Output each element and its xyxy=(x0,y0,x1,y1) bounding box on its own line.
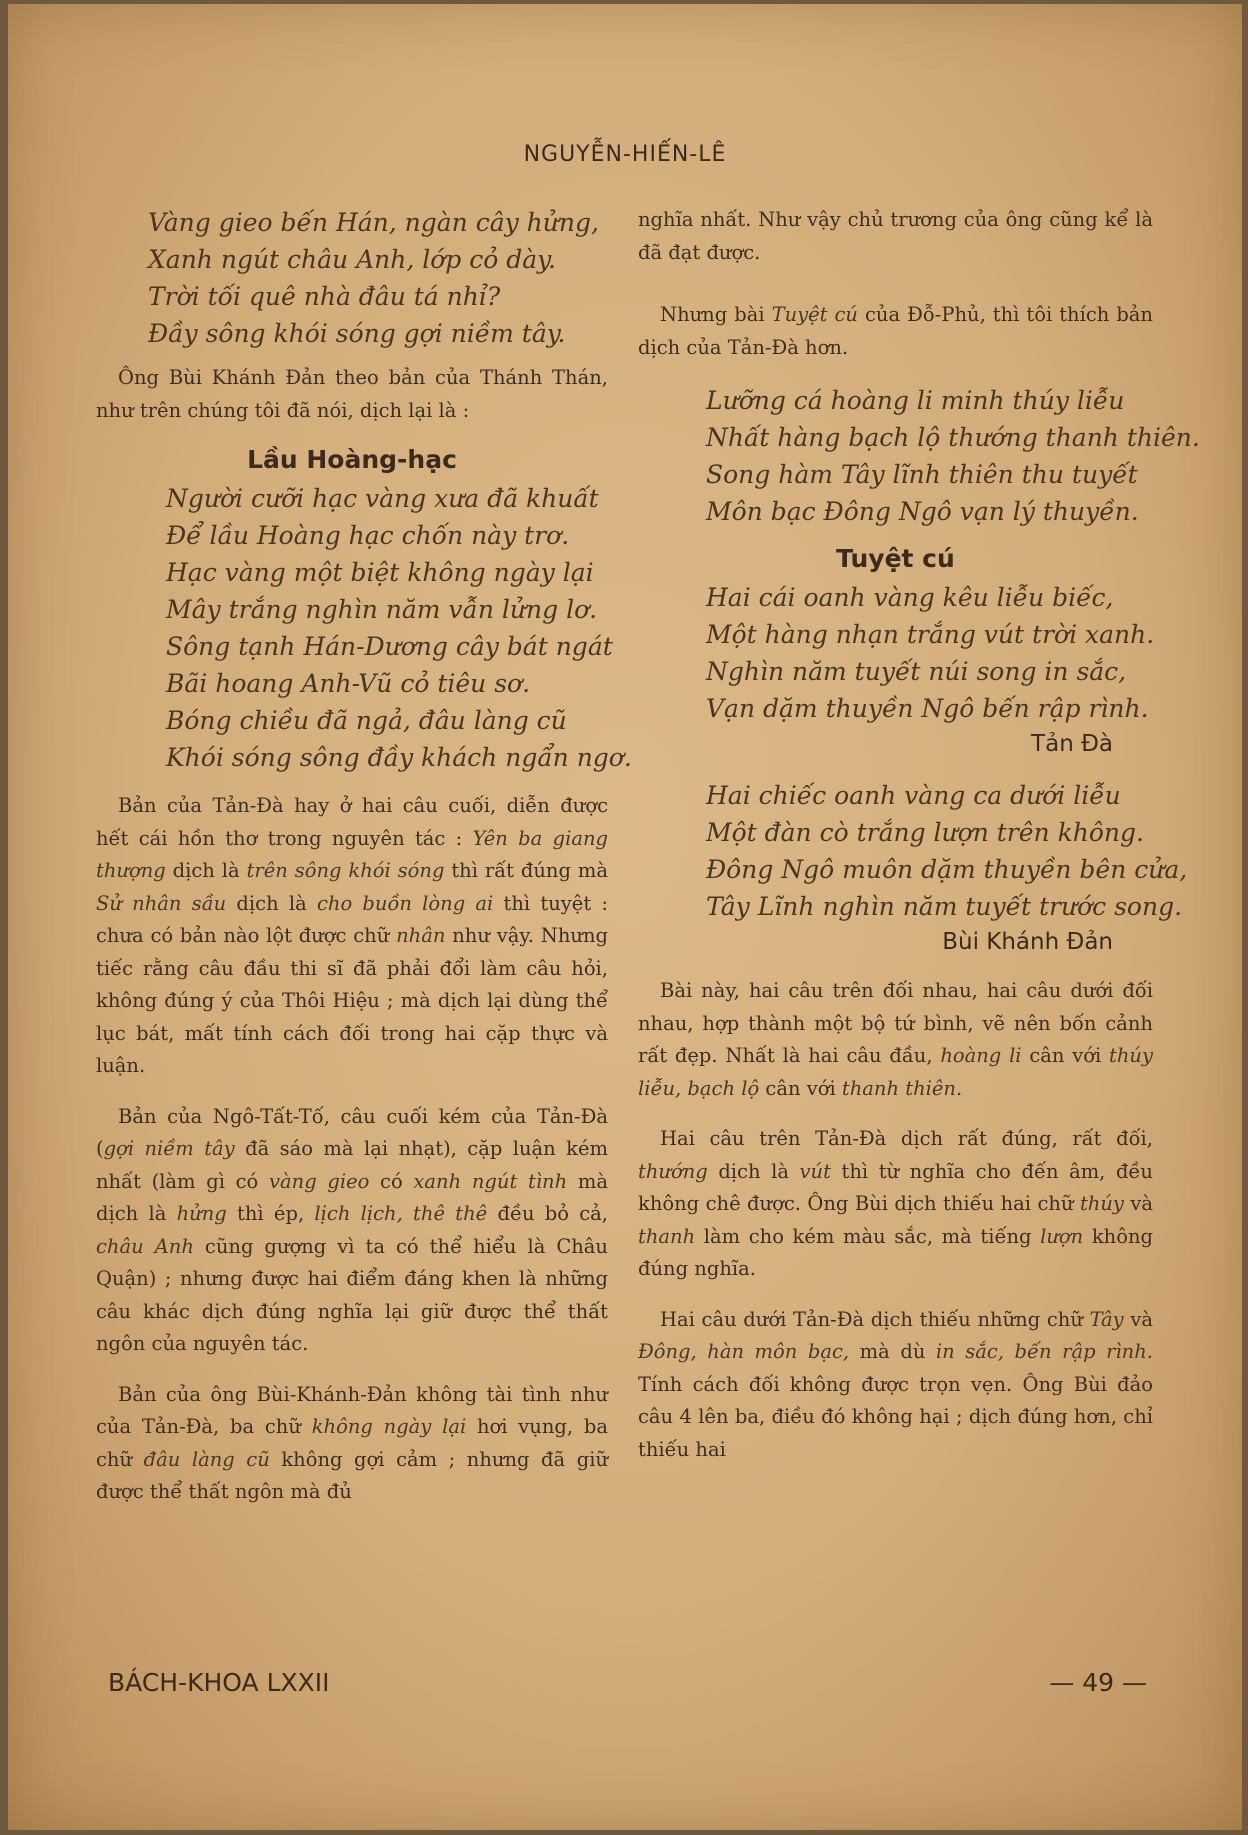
verse-line: Lưỡng cá hoàng li minh thúy liễu xyxy=(706,386,1125,415)
verse-ngo-tat-to xyxy=(148,204,608,352)
poem-title: Tuyệt cú xyxy=(836,544,955,573)
poem-tuyet-cu-tan-da xyxy=(706,579,1153,727)
page-number: — 49 — xyxy=(1049,1668,1147,1697)
verse-line: Hạc vàng một biệt không ngày lại xyxy=(166,558,594,587)
commentary-paragraph: Bản của Tản-Đà hay ở hai câu cuối, diễn được hết cái hồn thơ trong nguyên tác : Yên ba giang thượng dịch là trên sông khói sóng thì rất đúng mà Sử nhân sầu dịch là cho buồn lòng ai thì tuyệt : chưa có bản nào lột được chữ nhân như vậy. Nhưng tiếc rằng câu đầu thi sĩ đã phải đổi làm câu hỏi, không đúng ý của Thôi Hiệu ; mà dịch lại dùng thể lục bát, mất tính cách đối trong hai cặp thực và luận. xyxy=(96,794,609,1077)
book-page xyxy=(8,4,1242,1830)
continued-paragraph: nghĩa nhất. Như vậy chủ trương của ông cũng kể là đã đạt được. xyxy=(638,208,1153,264)
verse-line: Để lầu Hoàng hạc chốn này trơ. xyxy=(166,521,570,550)
commentary-paragraph: Bài này, hai câu trên đối nhau, hai câu dưới đối nhau, hợp thành một bộ tứ bình, vẽ nên bốn cảnh rất đẹp. Nhất là hai câu đầu, hoàng li cân với thúy liễu, bạch lộ cân với thanh thiên. xyxy=(638,979,1153,1100)
verse-line: Vạn dặm thuyền Ngô bến rập rình. xyxy=(706,694,1149,723)
verse-line: Đông Ngô muôn dặm thuyền bên cửa, xyxy=(706,855,1188,884)
magazine-footer: BÁCH-KHOA LXXII xyxy=(108,1668,330,1697)
verse-line: Sông tạnh Hán-Dương cây bát ngát xyxy=(166,632,613,661)
verse-line: Xanh ngút châu Anh, lớp cỏ dày. xyxy=(148,245,556,274)
commentary-paragraph: Nhưng bài Tuyệt cú của Đỗ-Phủ, thì tôi thích bản dịch của Tản-Đà hơn. xyxy=(638,303,1153,359)
translator-signature: Tản Đà xyxy=(1031,731,1113,757)
verse-line: Song hàm Tây lĩnh thiên thu tuyết xyxy=(706,460,1138,489)
verse-line: Mây trắng nghìn năm vẫn lửng lơ. xyxy=(166,595,598,624)
commentary-paragraph: Hai câu trên Tản-Đà dịch rất đúng, rất đối, thướng dịch là vút thì từ nghĩa cho đến âm, đều không chê được. Ông Bùi dịch thiếu hai chữ thúy và thanh làm cho kém màu sắc, mà tiếng lượn không đúng nghĩa. xyxy=(638,1127,1154,1280)
verse-line: Nhất hàng bạch lộ thướng thanh thiên. xyxy=(706,423,1200,452)
verse-line: Nghìn năm tuyết núi song in sắc, xyxy=(706,657,1127,686)
poem-tuyet-cu-bui-khanh-dan xyxy=(706,777,1188,925)
verse-line: Trời tối quê nhà đâu tá nhỉ? xyxy=(148,282,501,311)
right-column xyxy=(638,204,1200,1484)
commentary-paragraph: Hai câu dưới Tản-Đà dịch thiếu những chữ Tây và Đông, hàn môn bạc, mà dù in sắc, bến rập rình. Tính cách đối không được trọn vẹn. Ông Bùi đảo câu 4 lên ba, điều đó không hại ; dịch đúng hơn, chỉ thiếu hai xyxy=(638,1307,1154,1461)
verse-original-tuyet-cu xyxy=(706,382,1200,530)
poem-title: Lầu Hoàng-hạc xyxy=(247,445,457,474)
verse-line: Môn bạc Đông Ngô vạn lý thuyền. xyxy=(706,497,1139,526)
verse-line: Hai chiếc oanh vàng ca dưới liễu xyxy=(706,781,1121,810)
verse-line: Khói sóng sông đầy khách ngẩn ngơ. xyxy=(166,743,632,772)
commentary-paragraph: Bản của Ngô-Tất-Tố, câu cuối kém của Tản-Đà (gợi niềm tây đã sáo mà lại nhạt), cặp luận kém nhất (làm gì có vàng gieo có xanh ngút tình mà dịch là hửng thì ép, lịch lịch, thê thê đều bỏ cả, châu Anh cũng gượng vì ta có thể hiểu là Châu Quận) ; nhưng được hai điểm đáng khen là những câu khác dịch đúng nghĩa lại giữ được thể thất ngôn của nguyên tác. xyxy=(96,1104,609,1355)
running-header: NGUYỄN-HIẾN-LÊ xyxy=(523,142,727,167)
verse-line: Vàng gieo bến Hán, ngàn cây hửng, xyxy=(148,208,599,237)
verse-line: Một đàn cò trắng lượn trên không. xyxy=(706,818,1144,847)
verse-line: Đầy sông khói sóng gợi niềm tây. xyxy=(148,319,566,348)
verse-line: Bãi hoang Anh-Vũ cỏ tiêu sơ. xyxy=(166,669,531,698)
verse-line: Bóng chiều đã ngả, đâu làng cũ xyxy=(166,706,567,735)
translator-signature: Bùi Khánh Đản xyxy=(942,929,1113,955)
intro-paragraph: Ông Bùi Khánh Đản theo bản của Thánh Thán, như trên chúng tôi đã nói, dịch lại là : xyxy=(96,366,608,422)
verse-line: Một hàng nhạn trắng vút trời xanh. xyxy=(706,620,1155,649)
verse-line: Tây Lĩnh nghìn năm tuyết trước song. xyxy=(706,892,1183,921)
verse-line: Người cưỡi hạc vàng xưa đã khuất xyxy=(166,484,599,513)
left-column xyxy=(96,204,632,1527)
poem-lau-hoang-hac xyxy=(166,480,632,776)
commentary-paragraph: Bản của ông Bùi-Khánh-Đản không tài tình như của Tản-Đà, ba chữ không ngày lại hơi vụng, ba chữ đâu làng cũ không gợi cảm ; nhưng đã giữ được thể thất ngôn mà đủ xyxy=(96,1382,609,1503)
verse-line: Hai cái oanh vàng kêu liễu biếc, xyxy=(706,583,1114,612)
